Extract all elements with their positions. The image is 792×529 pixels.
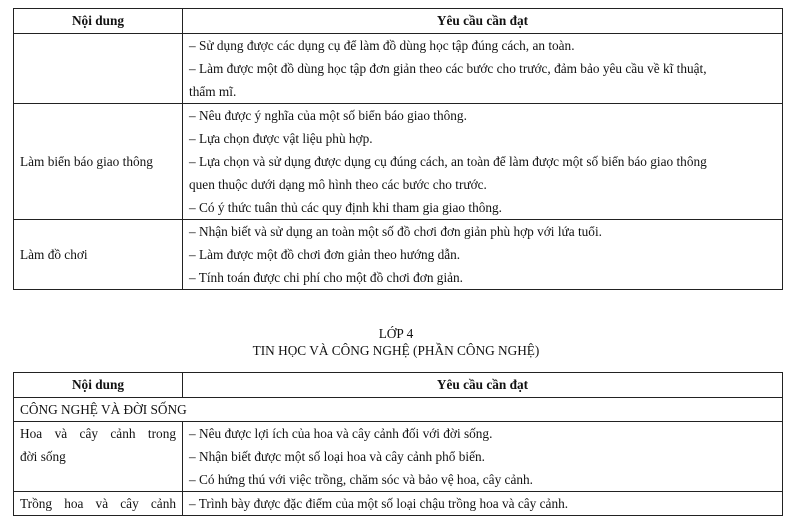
table-row [14,104,783,220]
requirement-line: – Nêu được lợi ích của hoa và cây cảnh đối với đời sống. [189,426,493,441]
table-row [14,422,783,492]
requirements-cell [183,492,783,516]
requirement-line: – Sử dụng được các dụng cụ để làm đồ dùng học tập đúng cách, an toàn. [189,38,575,53]
requirement-line: – Tính toán được chi phí cho một đồ chơi đơn giản. [189,270,464,285]
requirement-line: – Lựa chọn và sử dụng được dụng cụ đúng cách, an toàn để làm được một số biển báo giao thông [189,154,707,169]
header-content: Nội dung [14,9,183,34]
requirement-line: – Trình bày được đặc điểm của một số loại chậu trồng hoa và cây cảnh. [189,496,569,511]
table-header-row [14,9,783,34]
requirements-cell [183,220,783,290]
requirements-cell [183,422,783,492]
curriculum-table-lower [13,372,783,516]
topic-cell [14,492,183,516]
header-requirements: Yêu cầu cần đạt [183,373,783,398]
table-row [14,220,783,290]
grade-heading: LỚP 4 [378,326,414,341]
topic-cell: Làm biển báo giao thông [14,104,183,220]
requirement-line: – Nêu được ý nghĩa của một số biển báo giao thông. [189,108,467,123]
topic-line: Hoa và cây cảnh trong [20,426,176,441]
requirements-cell [183,104,783,220]
requirement-line: – Lựa chọn được vật liệu phù hợp. [189,131,373,146]
table-row [14,34,783,104]
requirements-cell [183,34,783,104]
group-row [14,398,783,422]
header-content: Nội dung [14,373,183,398]
curriculum-table-upper [13,8,783,290]
table-header-row [14,373,783,398]
requirement-line: – Làm được một đồ dùng học tập đơn giản theo các bước cho trước, đảm bảo yêu cầu về kĩ thuật, [189,61,707,76]
group-heading: CÔNG NGHỆ VÀ ĐỜI SỐNG [14,398,783,422]
subject-heading: TIN HỌC VÀ CÔNG NGHỆ (PHẦN CÔNG NGHỆ) [252,343,540,358]
requirement-line: – Có ý thức tuân thủ các quy định khi tham gia giao thông. [189,200,502,215]
header-requirements: Yêu cầu cần đạt [183,9,783,34]
requirement-line: – Nhận biết và sử dụng an toàn một số đồ chơi đơn giản phù hợp với lứa tuổi. [189,224,602,239]
requirement-line: – Có hứng thú với việc trồng, chăm sóc và bảo vệ hoa, cây cảnh. [189,472,533,487]
topic-line: đời sống [20,449,66,464]
requirement-line: thẩm mĩ. [189,84,237,99]
requirement-line: – Nhận biết được một số loại hoa và cây cảnh phổ biến. [189,449,485,464]
topic-cell: Làm đồ chơi [14,220,183,290]
requirement-line: quen thuộc dưới dạng mô hình theo các bước cho trước. [189,177,487,192]
requirement-line: – Làm được một đồ chơi đơn giản theo hướng dẫn. [189,247,461,262]
topic-line: Trồng hoa và cây cảnh [20,496,176,511]
table-row [14,492,783,516]
topic-cell [14,422,183,492]
topic-cell [14,34,183,104]
